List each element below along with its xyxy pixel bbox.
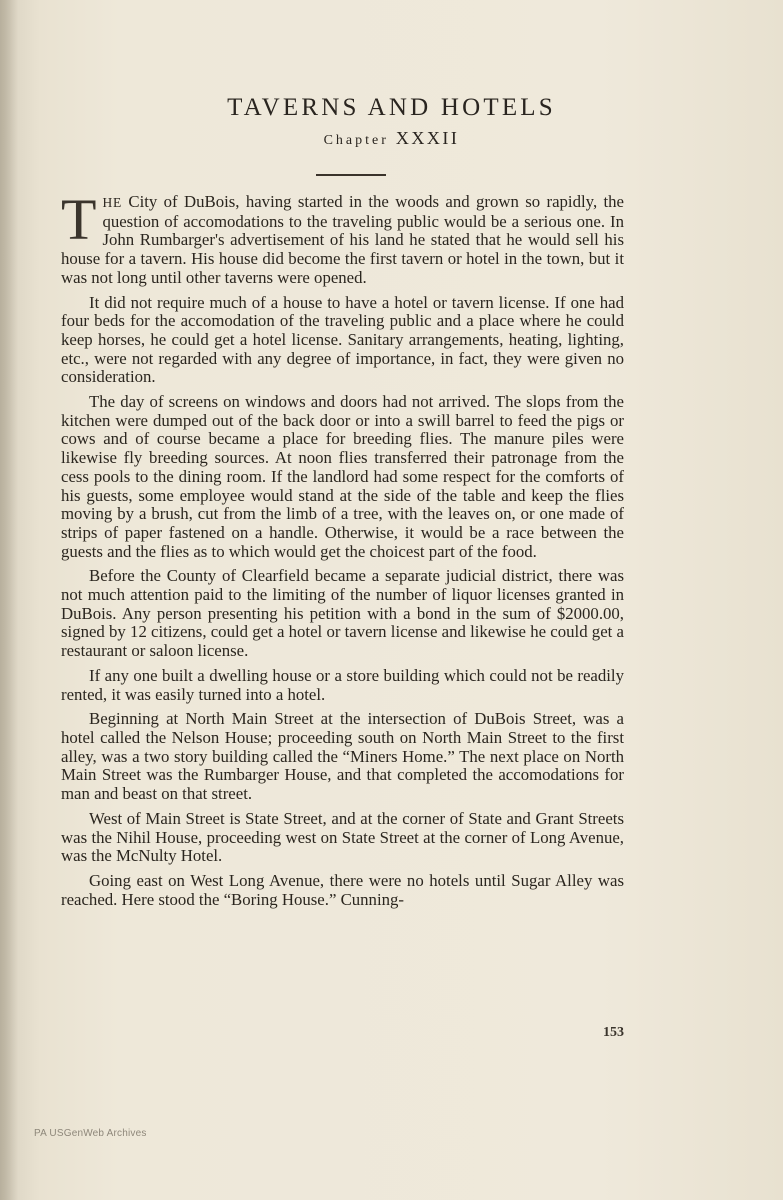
page-gutter-shadow [0,0,18,1200]
paragraph-4: Before the County of Clearfield became a separate judicial district, there was not much attention paid to the limiting of the number of liquor licenses granted in DuBois. Any person presenting his petition with a bond in the sum of $2000.00, signed by 12 citizens, could get a hotel or tavern license and likewise he could get a restaurant or saloon license. [61,566,624,661]
chapter-label: Chapter [323,133,389,148]
paragraph-7: West of Main Street is State Street, and at the corner of State and Grant Streets was the Nihil House, proceeding west on State Street at the corner of Long Avenue, was the McNulty Hotel. [61,808,624,866]
chapter-number: XXXII [395,128,460,148]
paragraph-2: It did not require much of a house to have a hotel or tavern license. If one had four beds for the accomodation of the traveling public and a place where he could keep horses, he could get a hotel license. Sanitary arrangements, heating, lighting, etc., were not regarded with any degree of importance, in fact, they were given no consideration. [61,292,624,387]
first-word-smallcaps: HE [102,195,123,210]
archive-watermark: PA USGenWeb Archives [34,1128,147,1139]
heading-divider [316,174,386,176]
paragraph-5: If any one built a dwelling house or a store building which could not be readily rented, it was easily turned into a hotel. [61,665,624,704]
body-text [61,187,624,915]
chapter-heading [0,128,783,149]
paragraph-6: Beginning at North Main Street at the intersection of DuBois Street, was a hotel called the Nelson House; proceeding south on North Main Street to the first alley, was a two story building called the “Miners Home.” The next place on North Main Street was the Rumbarger House, and that completed the accomodations for man and beast on that street. [61,709,624,804]
paragraph-1-text: City of DuBois, having started in the woods and grown so rapidly, the question of accomodations to the traveling public would be a serious one. In John Rumbarger's advertisement of his land he stated that he would sell his house for a tavern. His house did become the first tavern or hotel in the town, but it was not long until other taverns were opened. [61,192,624,287]
paragraph-3: The day of screens on windows and doors had not arrived. The slops from the kitchen were dumped out of the back door or into a swill barrel to feed the pigs or cows and of course became a place for breeding flies. The manure piles were likewise fly breeding sources. At noon flies transferred their patronage from the cess pools to the dining room. If the landlord had some respect for the comforts of his guests, some employee would stand at the side of the table and keep the flies moving by a brush, cut from the limb of a tree, with the leaves on, or one made of strips of paper fastened on a handle. Otherwise, it would be a race between the guests and the flies as to which would get the choicest part of the food. [61,392,624,561]
paragraph-8: Going east on West Long Avenue, there were no hotels until Sugar Alley was reached. Here stood the “Boring House.” Cunning- [61,870,624,909]
drop-cap: T [61,187,97,252]
chapter-title: TAVERNS AND HOTELS [227,94,556,121]
page-number: 153 [603,1025,624,1040]
paragraph-1 [61,187,624,288]
